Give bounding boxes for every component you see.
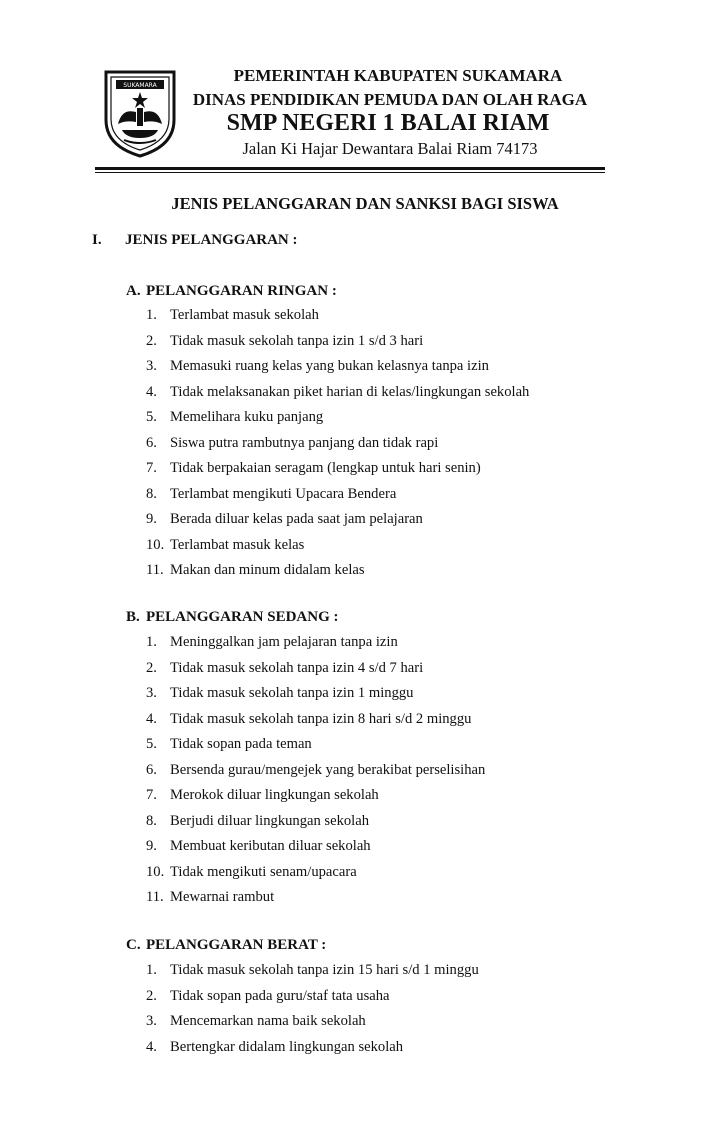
category-title: PELANGGARAN BERAT : (146, 937, 327, 953)
section-number: I. (92, 232, 102, 248)
category-letter: C. (126, 937, 141, 953)
section-title: JENIS PELANGGARAN : (125, 232, 298, 248)
list-item: 9. Berada diluar kelas pada saat jam pelajaran (146, 511, 423, 527)
regency-emblem-logo (102, 68, 178, 158)
letterhead-school-name: SMP NEGERI 1 BALAI RIAM (226, 110, 550, 136)
list-item: 3. Mencemarkan nama baik sekolah (146, 1013, 366, 1029)
list-item: 1. Tidak masuk sekolah tanpa izin 15 hari s/d 1 minggu (146, 962, 479, 978)
letterhead-agency-line: DINAS PENDIDIKAN PEMUDA DAN OLAH RAGA (192, 90, 588, 109)
violation-list-berat (146, 958, 479, 1060)
violation-list-ringan (146, 303, 529, 584)
category-heading-sedang (126, 609, 339, 626)
list-item: 5. Memelihara kuku panjang (146, 409, 324, 425)
violation-list-sedang (146, 630, 485, 911)
category-heading-berat (126, 937, 326, 954)
document-title: JENIS PELANGGARAN DAN SANKSI BAGI SISWA (171, 194, 559, 213)
list-item: 1. Terlambat masuk sekolah (146, 307, 319, 323)
letterhead-thick-divider (95, 167, 605, 170)
list-item: 2. Tidak masuk sekolah tanpa izin 1 s/d 3 hari (146, 332, 424, 349)
list-item: 10. Terlambat masuk kelas (146, 536, 305, 553)
list-item: 7. Tidak berpakaian seragam (lengkap untuk hari senin) (146, 460, 481, 476)
category-title: PELANGGARAN RINGAN : (146, 283, 337, 299)
list-item: 3. Memasuki ruang kelas yang bukan kelasnya tanpa izin (146, 358, 489, 374)
list-item: 9. Membuat keributan diluar sekolah (146, 838, 371, 854)
category-letter: B. (126, 609, 140, 625)
list-item: 10. Tidak mengikuti senam/upacara (146, 863, 357, 880)
list-item: 11. Mewarnai rambut (146, 889, 275, 905)
letterhead-thin-divider (95, 172, 605, 173)
list-item: 3. Tidak masuk sekolah tanpa izin 1 minggu (146, 685, 414, 701)
letterhead-government-line: PEMERINTAH KABUPATEN SUKAMARA (233, 66, 563, 85)
list-item: 1. Meninggalkan jam pelajaran tanpa izin (146, 634, 398, 650)
list-item: 4. Bertengkar didalam lingkungan sekolah (146, 1038, 404, 1055)
list-item: 2. Tidak masuk sekolah tanpa izin 4 s/d 7 hari (146, 659, 424, 676)
list-item: 6. Bersenda gurau/mengejek yang berakibat perselisihan (146, 761, 486, 778)
list-item: 7. Merokok diluar lingkungan sekolah (146, 787, 379, 803)
list-item: 4. Tidak masuk sekolah tanpa izin 8 hari s/d 2 minggu (146, 710, 472, 727)
list-item: 8. Terlambat mengikuti Upacara Bendera (146, 485, 397, 502)
list-item: 6. Siswa putra rambutnya panjang dan tidak rapi (146, 434, 439, 451)
svg-text:SUKAMARA: SUKAMARA (123, 82, 157, 89)
list-item: 4. Tidak melaksanakan piket harian di kelas/lingkungan sekolah (146, 383, 530, 400)
letterhead-address: Jalan Ki Hajar Dewantara Balai Riam 74173 (242, 139, 538, 158)
category-heading-ringan (126, 283, 337, 300)
list-item: 11. Makan dan minum didalam kelas (146, 562, 365, 578)
list-item: 2. Tidak sopan pada guru/staf tata usaha (146, 987, 390, 1004)
section-heading (92, 232, 298, 249)
category-letter: A. (126, 283, 141, 299)
category-title: PELANGGARAN SEDANG : (146, 609, 339, 625)
list-item: 8. Berjudi diluar lingkungan sekolah (146, 812, 370, 829)
list-item: 5. Tidak sopan pada teman (146, 736, 312, 752)
